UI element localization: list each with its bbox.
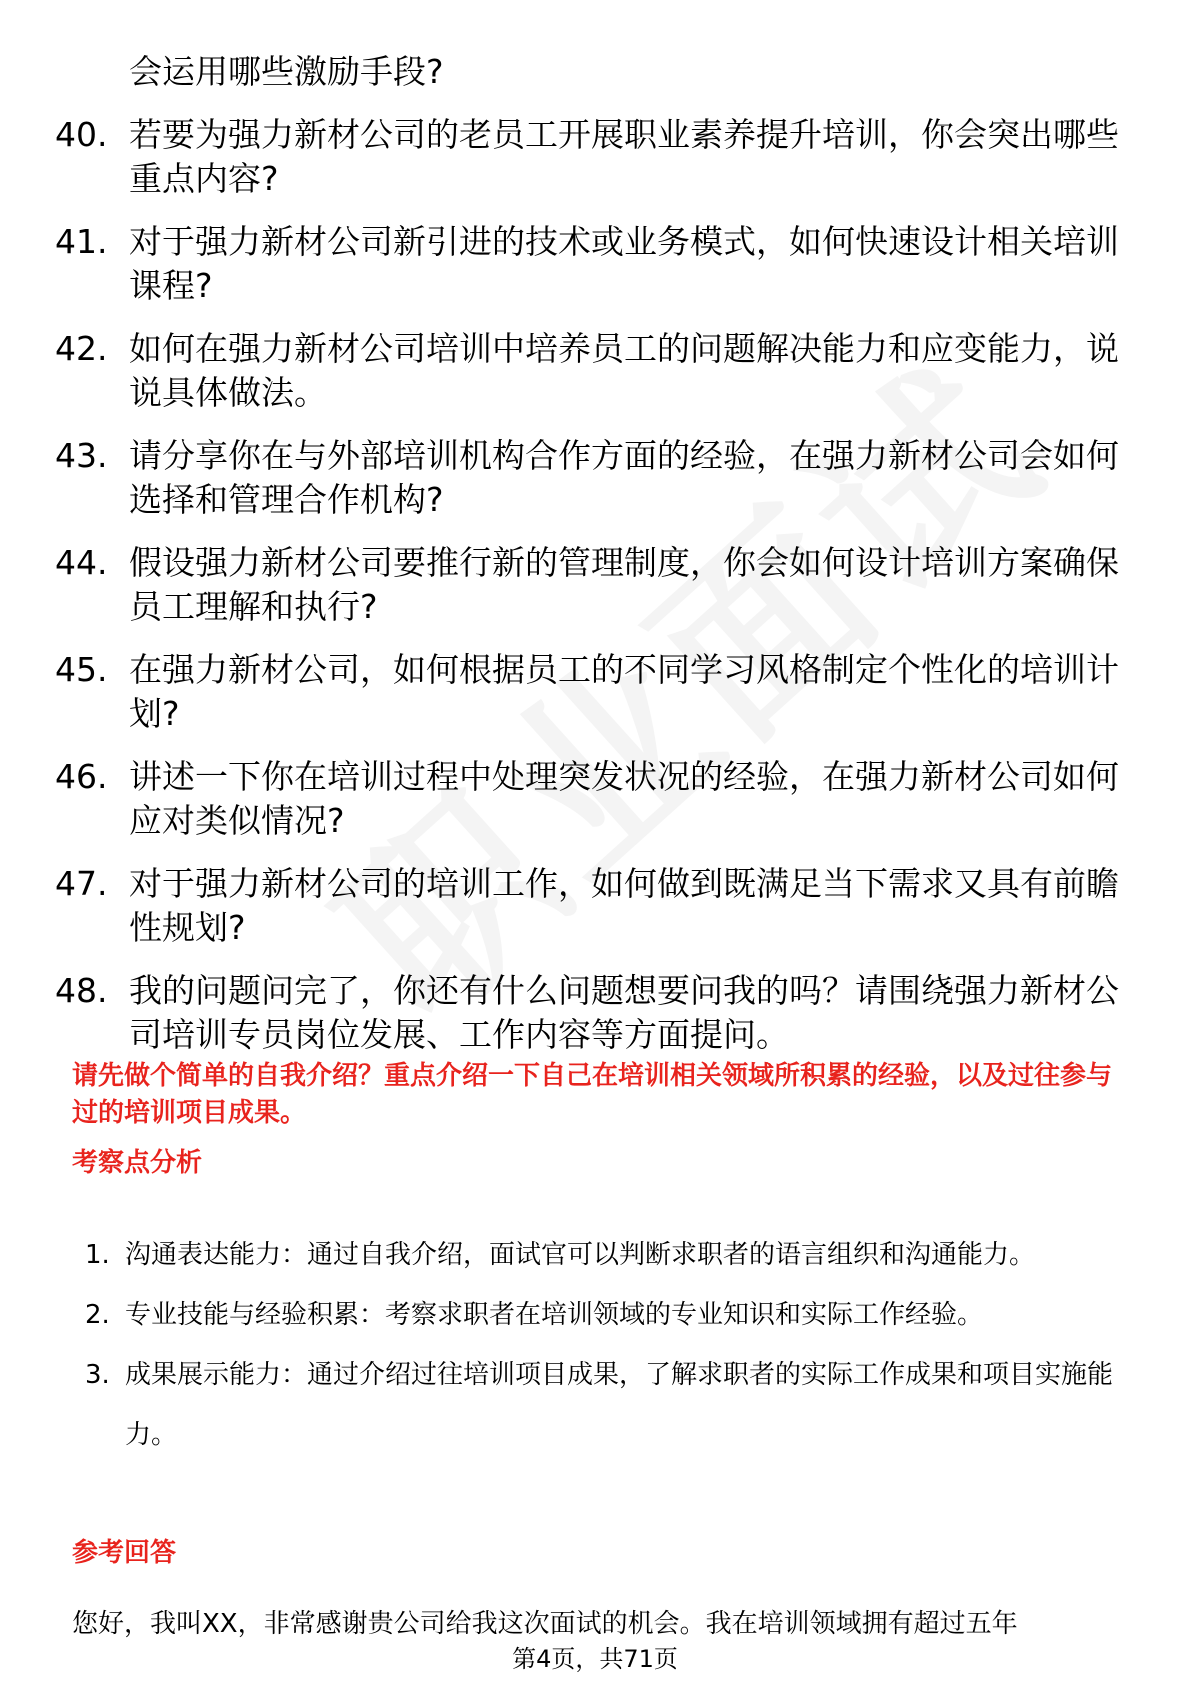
question-text: 对于强力新材公司新引进的技术或业务模式，如何快速设计相关培训课程? xyxy=(129,222,1119,305)
analysis-item xyxy=(85,1225,1125,1285)
analysis-list xyxy=(85,1225,1125,1465)
analysis-heading: 考察点分析 xyxy=(72,1148,203,1178)
analysis-text: 沟通表达能力：通过自我介绍，面试官可以判断求职者的语言组织和沟通能力。 xyxy=(125,1240,1036,1270)
question-text: 在强力新材公司，如何根据员工的不同学习风格制定个性化的培训计划? xyxy=(129,650,1119,733)
question-number: 41. xyxy=(55,222,108,261)
question-number: 46. xyxy=(55,757,108,796)
question-number: 48. xyxy=(55,971,108,1010)
question-item xyxy=(55,113,1135,201)
question-item xyxy=(55,755,1135,843)
analysis-item xyxy=(85,1345,1125,1465)
page-footer: 第4页，共71页 xyxy=(0,1644,1190,1674)
analysis-text: 成果展示能力：通过介绍过往培训项目成果，了解求职者的实际工作成果和项目实施能力。 xyxy=(125,1360,1114,1450)
featured-question: 请先做个简单的自我介绍？重点介绍一下自己在培训相关领域所积累的经验，以及过往参与过的培训项目成果。 xyxy=(72,1061,1113,1128)
question-item xyxy=(55,541,1135,629)
question-text: 请分享你在与外部培训机构合作方面的经验，在强力新材公司会如何选择和管理合作机构? xyxy=(129,436,1119,519)
question-text: 假设强力新材公司要推行新的管理制度，你会如何设计培训方案确保员工理解和执行? xyxy=(129,543,1119,626)
analysis-item xyxy=(85,1285,1125,1345)
reference-answer: 您好，我叫XX，非常感谢贵公司给我这次面试的机会。我在培训领域拥有超过五年 xyxy=(72,1609,1018,1639)
question-number: 44. xyxy=(55,543,108,582)
question-number: 43. xyxy=(55,436,108,475)
analysis-number: 1. xyxy=(85,1240,110,1270)
reference-heading: 参考回答 xyxy=(72,1538,177,1568)
question-number: 40. xyxy=(55,115,108,154)
question-item xyxy=(55,969,1135,1057)
question-continuation: 会运用哪些激励手段? xyxy=(129,52,444,91)
question-number: 47. xyxy=(55,864,108,903)
question-list xyxy=(55,50,1135,1076)
question-item xyxy=(55,220,1135,308)
question-item xyxy=(55,862,1135,950)
analysis-number: 2. xyxy=(85,1300,110,1330)
question-item xyxy=(55,434,1135,522)
question-text: 如何在强力新材公司培训中培养员工的问题解决能力和应变能力，说说具体做法。 xyxy=(129,329,1119,412)
question-item xyxy=(55,648,1135,736)
question-text: 若要为强力新材公司的老员工开展职业素养提升培训，你会突出哪些重点内容? xyxy=(129,115,1119,198)
analysis-text: 专业技能与经验积累：考察求职者在培训领域的专业知识和实际工作经验。 xyxy=(125,1300,984,1330)
question-text: 我的问题问完了，你还有什么问题想要问我的吗？请围绕强力新材公司培训专员岗位发展、工作内容等方面提问。 xyxy=(129,971,1119,1054)
question-number: 45. xyxy=(55,650,108,689)
question-text: 对于强力新材公司的培训工作，如何做到既满足当下需求又具有前瞻性规划? xyxy=(129,864,1119,947)
question-number: 42. xyxy=(55,329,108,368)
question-text: 讲述一下你在培训过程中处理突发状况的经验，在强力新材公司如何应对类似情况? xyxy=(129,757,1119,840)
question-item xyxy=(55,327,1135,415)
analysis-number: 3. xyxy=(85,1360,110,1390)
